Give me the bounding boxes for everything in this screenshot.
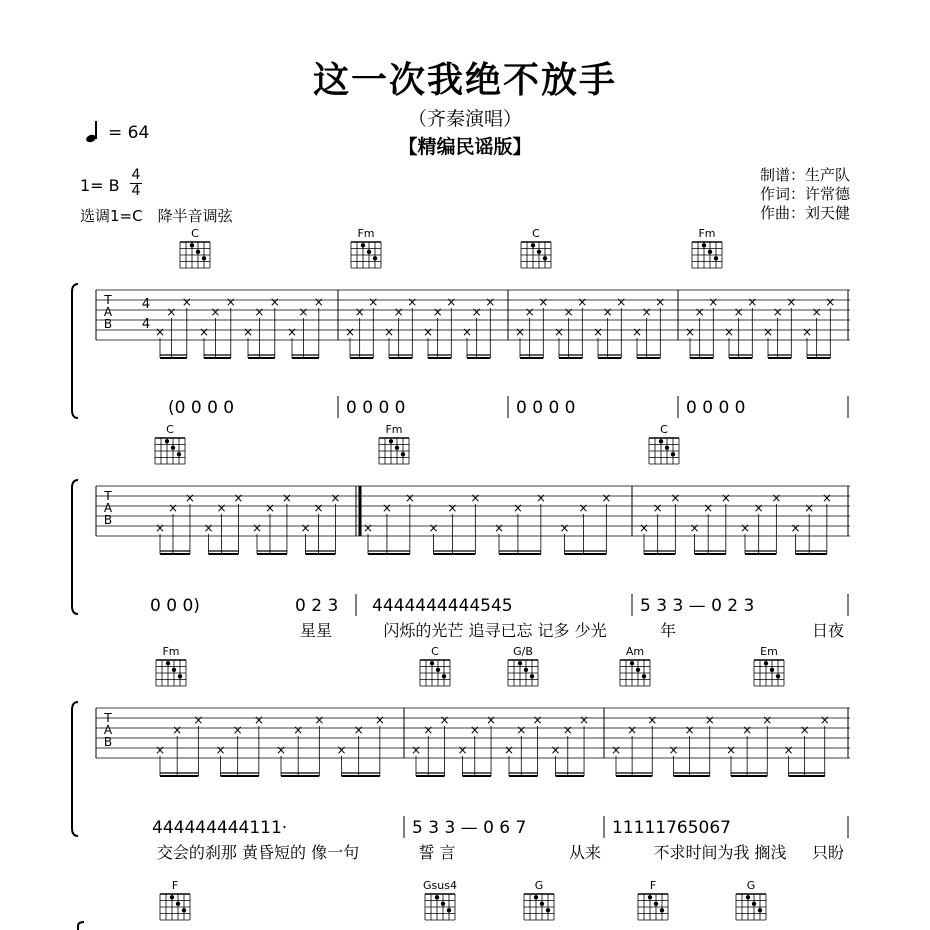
finger-dot	[540, 902, 544, 906]
chord-name: C	[431, 645, 439, 658]
tab-letter: T	[104, 711, 112, 725]
finger-dot	[435, 895, 439, 899]
lyric-line: 闪烁的光芒 追寻已忘 记多 少光	[383, 621, 607, 640]
finger-dot	[166, 661, 170, 665]
stroke-mark: ×	[313, 501, 324, 515]
chord-name: Em	[760, 645, 778, 658]
stroke-mark: ×	[647, 713, 658, 727]
stroke-mark: ×	[232, 723, 243, 737]
tab-letter: B	[103, 513, 113, 527]
stroke-mark: ×	[172, 723, 183, 737]
jianpu-bar: 5 3 3 — 0 6 7	[412, 818, 527, 838]
finger-dot	[642, 674, 646, 678]
stroke-mark: ×	[538, 295, 549, 309]
stroke-mark: ×	[383, 325, 395, 339]
chord-diagram	[521, 227, 551, 268]
finger-dot	[190, 243, 194, 247]
stroke-mark: ×	[493, 521, 505, 535]
stroke-mark: ×	[579, 713, 590, 727]
stroke-mark: ×	[281, 491, 292, 505]
tempo-value: = 64	[108, 123, 150, 143]
stroke-mark: ×	[694, 305, 705, 319]
stroke-mark: ×	[407, 295, 418, 309]
chord-diagram	[423, 879, 457, 920]
stroke-mark: ×	[251, 521, 263, 535]
chord-name: G	[746, 879, 756, 892]
finger-dot	[764, 661, 768, 665]
stroke-mark: ×	[578, 501, 589, 515]
stroke-mark: ×	[368, 295, 379, 309]
stroke-mark: ×	[631, 325, 643, 339]
chord-diagram	[754, 645, 784, 686]
stroke-mark: ×	[314, 713, 325, 727]
chord-name: C	[532, 227, 540, 240]
time-signature-bottom: 4	[131, 183, 141, 199]
chord-name: Fm	[357, 227, 375, 240]
stroke-mark: ×	[655, 295, 666, 309]
stroke-mark: ×	[198, 325, 210, 339]
stroke-mark: ×	[559, 521, 570, 535]
chord-diagram	[638, 879, 668, 920]
stroke-mark: ×	[298, 305, 309, 319]
finger-dot	[182, 908, 186, 912]
lyric-line: 年	[659, 621, 677, 640]
tab-letter: A	[103, 723, 113, 737]
stroke-mark: ×	[825, 295, 836, 309]
stroke-mark: ×	[742, 723, 753, 737]
stroke-mark: ×	[592, 325, 604, 339]
finger-dot	[537, 250, 541, 254]
finger-dot	[178, 674, 182, 678]
chord-diagram	[692, 227, 722, 268]
finger-dot	[367, 250, 371, 254]
stroke-mark: ×	[225, 295, 236, 309]
credit-composer: 作曲：刘天健	[759, 204, 850, 222]
stroke-mark: ×	[524, 305, 535, 319]
stroke-mark: ×	[670, 491, 681, 505]
stroke-mark: ×	[275, 743, 287, 757]
finger-dot	[430, 661, 434, 665]
stroke-mark: ×	[461, 325, 473, 339]
stroke-mark: ×	[799, 723, 810, 737]
stroke-mark: ×	[532, 713, 543, 727]
credit-lyricist: 作词：许常德	[759, 185, 850, 203]
stroke-mark: ×	[242, 325, 254, 339]
system-brace	[72, 702, 78, 836]
chord-name: G	[534, 879, 544, 892]
stroke-mark: ×	[772, 305, 783, 319]
finger-dot	[758, 908, 762, 912]
chord-diagram	[180, 227, 210, 268]
stroke-mark: ×	[233, 491, 244, 505]
edition-label: 【精编民谣版】	[398, 136, 532, 158]
finger-dot	[702, 243, 706, 247]
stroke-mark: ×	[535, 491, 546, 505]
finger-dot	[196, 250, 200, 254]
stroke-mark: ×	[254, 305, 265, 319]
stroke-mark: ×	[374, 713, 385, 727]
chord-name: F	[171, 879, 179, 892]
stroke-mark: ×	[668, 743, 679, 757]
finger-dot	[442, 674, 446, 678]
jianpu-bar: (0 0 0 0	[168, 398, 235, 418]
stroke-mark: ×	[293, 723, 304, 737]
finger-dot	[546, 908, 550, 912]
finger-dot	[447, 908, 451, 912]
chord-name: Fm	[385, 423, 403, 436]
tab-letter: B	[103, 735, 113, 749]
system-brace	[78, 922, 84, 930]
lyric-line: 星星	[299, 621, 333, 640]
stroke-mark: ×	[410, 743, 422, 757]
chord-name: G/B	[513, 645, 533, 658]
chord-diagram	[649, 423, 679, 464]
lyric-line: 从来	[568, 843, 602, 862]
stroke-mark: ×	[269, 295, 280, 309]
finger-dot	[665, 446, 669, 450]
finger-dot	[389, 439, 393, 443]
stroke-mark: ×	[253, 713, 264, 727]
stroke-mark: ×	[193, 713, 204, 727]
stroke-mark: ×	[457, 743, 468, 757]
stroke-mark: ×	[166, 305, 177, 319]
finger-dot	[776, 674, 780, 678]
stroke-mark: ×	[344, 325, 356, 339]
stroke-mark: ×	[353, 723, 364, 737]
finger-dot	[671, 452, 675, 456]
chord-diagram	[508, 645, 538, 686]
credit-arranger: 制谱：生产队	[759, 166, 850, 184]
stroke-mark: ×	[485, 295, 496, 309]
finger-dot	[395, 446, 399, 450]
tab-timesig: 4	[141, 317, 151, 332]
finger-dot	[176, 902, 180, 906]
stroke-mark: ×	[801, 325, 813, 339]
stroke-mark: ×	[446, 295, 457, 309]
finger-dot	[170, 895, 174, 899]
stroke-mark: ×	[689, 521, 700, 535]
stroke-mark: ×	[286, 325, 298, 339]
lyric-line: 日夜	[811, 621, 845, 640]
finger-dot	[654, 902, 658, 906]
finger-dot	[531, 243, 535, 247]
lyric-line: 交会的刹那 黄昏短的 像一句	[156, 843, 360, 862]
stroke-mark: ×	[783, 743, 794, 757]
chord-name: C	[191, 227, 199, 240]
finger-dot	[746, 895, 750, 899]
finger-dot	[770, 668, 774, 672]
stroke-mark: ×	[184, 491, 195, 505]
stroke-mark: ×	[804, 501, 815, 515]
stroke-mark: ×	[469, 723, 480, 737]
stroke-mark: ×	[704, 713, 715, 727]
chord-diagram	[524, 879, 554, 920]
jianpu-bar: 0 0 0)	[150, 596, 200, 616]
chord-diagram	[156, 645, 186, 686]
finger-dot	[177, 452, 181, 456]
time-signature-top: 4	[131, 167, 141, 183]
stroke-mark: ×	[819, 713, 830, 727]
lyric-line: 誓 言	[418, 843, 456, 862]
chord-diagram	[420, 645, 450, 686]
stroke-mark: ×	[638, 521, 650, 535]
chord-diagram	[620, 645, 650, 686]
stroke-mark: ×	[486, 713, 497, 727]
stroke-mark: ×	[210, 305, 221, 319]
finger-dot	[401, 452, 405, 456]
stroke-mark: ×	[354, 305, 365, 319]
finger-dot	[172, 668, 176, 672]
stroke-mark: ×	[514, 325, 526, 339]
stroke-mark: ×	[154, 521, 166, 535]
stroke-mark: ×	[753, 501, 764, 515]
system-brace	[72, 284, 78, 418]
stroke-mark: ×	[313, 295, 324, 309]
tab-letter: A	[103, 305, 113, 319]
stroke-mark: ×	[503, 743, 515, 757]
finger-dot	[373, 256, 377, 260]
jianpu-bar: 11111765067	[612, 818, 731, 838]
song-title: 这一次我绝不放手	[312, 60, 617, 101]
stroke-mark: ×	[563, 305, 574, 319]
stroke-mark: ×	[602, 305, 613, 319]
finger-dot	[361, 243, 365, 247]
stroke-mark: ×	[562, 723, 573, 737]
chord-name: Fm	[698, 227, 716, 240]
key-signature: 1= B	[80, 176, 120, 195]
stroke-mark: ×	[154, 325, 166, 339]
system-brace	[72, 480, 78, 614]
stroke-mark: ×	[652, 501, 663, 515]
stroke-mark: ×	[739, 521, 751, 535]
finger-dot	[714, 256, 718, 260]
chord-diagram	[736, 879, 766, 920]
jianpu-bar: 0 0 0 0	[346, 398, 406, 418]
song-subtitle: （齐秦演唱）	[407, 108, 522, 130]
stroke-mark: ×	[762, 325, 774, 339]
stroke-mark: ×	[725, 743, 737, 757]
finger-dot	[659, 439, 663, 443]
stroke-mark: ×	[616, 295, 627, 309]
finger-dot	[518, 661, 522, 665]
stroke-mark: ×	[790, 521, 801, 535]
finger-dot	[648, 895, 652, 899]
stroke-mark: ×	[181, 295, 192, 309]
jianpu-bar: 0 0 0 0	[516, 398, 576, 418]
stroke-mark: ×	[786, 295, 797, 309]
stroke-mark: ×	[684, 325, 696, 339]
chord-diagram	[160, 879, 190, 920]
lyric-line: 只盼	[811, 843, 845, 862]
finger-dot	[636, 668, 640, 672]
tuning-note: 选调1=C 降半音调弦	[80, 207, 233, 225]
finger-dot	[534, 895, 538, 899]
tab-letter: A	[103, 501, 113, 515]
stroke-mark: ×	[550, 743, 561, 757]
stroke-mark: ×	[215, 743, 226, 757]
finger-dot	[524, 668, 528, 672]
stroke-mark: ×	[733, 305, 744, 319]
stroke-mark: ×	[264, 501, 276, 515]
chord-diagram	[379, 423, 409, 464]
finger-dot	[708, 250, 712, 254]
jianpu-bar: 0 2 3	[295, 596, 339, 616]
stroke-mark: ×	[747, 295, 758, 309]
stroke-mark: ×	[641, 305, 652, 319]
finger-dot	[441, 902, 445, 906]
stroke-mark: ×	[404, 491, 415, 505]
finger-dot	[171, 446, 175, 450]
jianpu-bar: 5 3 3 — 0 2 3	[640, 596, 755, 616]
stroke-mark: ×	[610, 743, 622, 757]
chord-name: Am	[625, 645, 645, 658]
stroke-mark: ×	[167, 501, 179, 515]
tab-letter: T	[104, 489, 112, 503]
stroke-mark: ×	[703, 501, 714, 515]
stroke-mark: ×	[811, 305, 822, 319]
finger-dot	[165, 439, 169, 443]
tab-timesig: 4	[141, 297, 151, 312]
tab-letter: T	[104, 293, 112, 307]
stroke-mark: ×	[577, 295, 588, 309]
stroke-mark: ×	[627, 723, 638, 737]
lyric-line: 不求时间为我 搁浅	[653, 843, 787, 862]
stroke-mark: ×	[216, 501, 227, 515]
stroke-mark: ×	[684, 723, 695, 737]
chord-name: Gsus4	[423, 879, 457, 892]
stroke-mark: ×	[336, 743, 347, 757]
stroke-mark: ×	[428, 521, 439, 535]
stroke-mark: ×	[154, 743, 166, 757]
jianpu-bar: 444444444111·	[152, 818, 288, 838]
chord-name: F	[649, 879, 657, 892]
stroke-mark: ×	[447, 501, 458, 515]
stroke-mark: ×	[470, 491, 481, 505]
finger-dot	[436, 668, 440, 672]
stroke-mark: ×	[771, 491, 782, 505]
tab-letter: B	[103, 317, 113, 331]
chord-diagram	[351, 227, 381, 268]
finger-dot	[543, 256, 547, 260]
stroke-mark: ×	[720, 491, 731, 505]
chord-diagram	[155, 423, 185, 464]
stroke-mark: ×	[762, 713, 773, 727]
stroke-mark: ×	[708, 295, 719, 309]
stroke-mark: ×	[423, 723, 434, 737]
stroke-mark: ×	[393, 305, 404, 319]
chord-name: Fm	[162, 645, 180, 658]
jianpu-bar: 0 0 0 0	[686, 398, 746, 418]
jianpu-bar: 4444444444545	[372, 596, 513, 616]
finger-dot	[630, 661, 634, 665]
stroke-mark: ×	[432, 305, 443, 319]
stroke-mark: ×	[601, 491, 612, 505]
chord-name: C	[166, 423, 174, 436]
stroke-mark: ×	[300, 521, 311, 535]
stroke-mark: ×	[422, 325, 434, 339]
stroke-mark: ×	[821, 491, 832, 505]
stroke-mark: ×	[516, 723, 527, 737]
stroke-mark: ×	[362, 521, 374, 535]
stroke-mark: ×	[471, 305, 482, 319]
stroke-mark: ×	[553, 325, 565, 339]
finger-dot	[752, 902, 756, 906]
finger-dot	[660, 908, 664, 912]
stroke-mark: ×	[512, 501, 523, 515]
stroke-mark: ×	[330, 491, 341, 505]
stroke-mark: ×	[723, 325, 735, 339]
stroke-mark: ×	[203, 521, 214, 535]
chord-name: C	[660, 423, 668, 436]
stroke-mark: ×	[381, 501, 392, 515]
finger-dot	[530, 674, 534, 678]
stroke-mark: ×	[439, 713, 450, 727]
finger-dot	[202, 256, 206, 260]
